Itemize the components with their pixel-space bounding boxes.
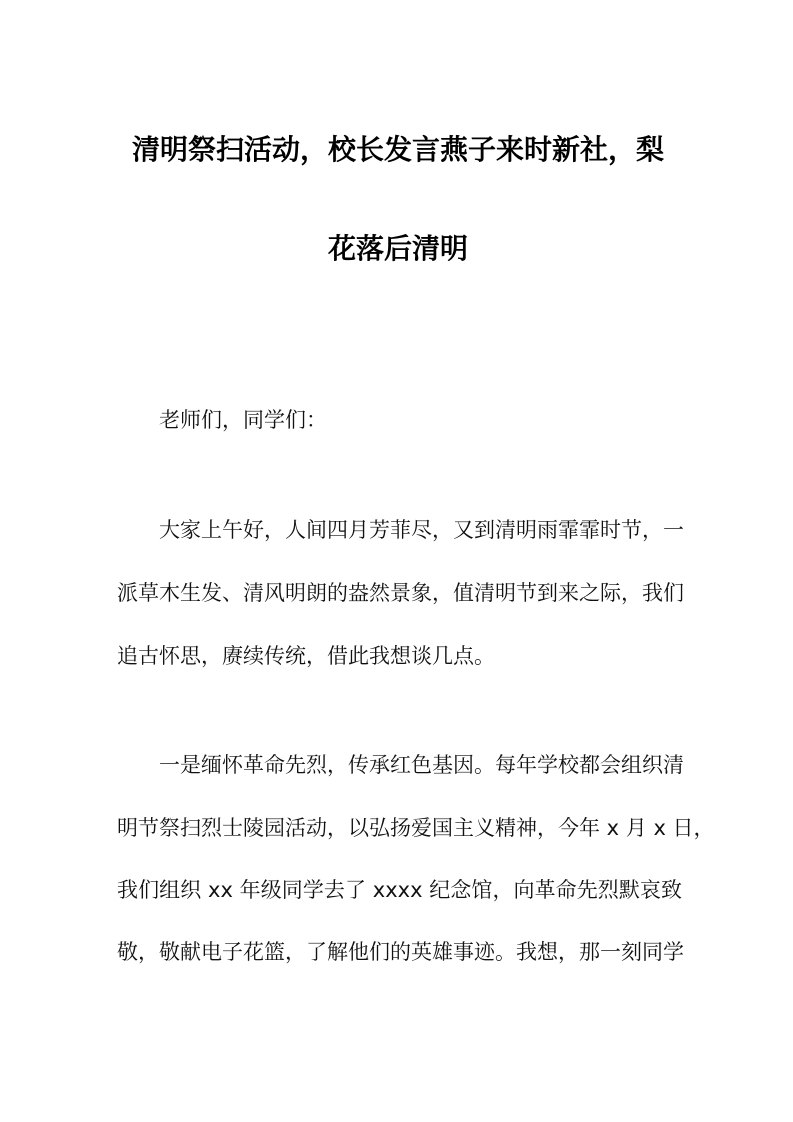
paragraph-1-line-3: 追古怀思，赓续传统，借此我想谈几点。 [117, 644, 495, 668]
paragraph-2-line-3: 我们组织 xx 年级同学去了 xxxx 纪念馆，向革命先烈默哀致 [117, 878, 682, 902]
paragraph-1-line-1: 大家上午好，人间四月芳菲尽，又到清明雨霏霏时节，一 [159, 518, 684, 542]
paragraph-2-line-1: 一是缅怀革命先烈，传承红色基因。每年学校都会组织清 [159, 753, 684, 777]
paragraph-2-line-4: 敬，敬献电子花篮，了解他们的英雄事迹。我想，那一刻同学 [117, 940, 684, 964]
paragraph-1-line-2: 派草木生发、清风明朗的盎然景象，值清明节到来之际，我们 [117, 581, 684, 605]
paragraph-2-line-2: 明节祭扫烈士陵园活动，以弘扬爱国主义精神，今年 x 月 x 日， [117, 816, 715, 840]
document-title-line-1: 清明祭扫活动，校长发言燕子来时新社，梨 [131, 133, 664, 166]
document-title-line-2: 花落后清明 [327, 232, 468, 265]
salutation: 老师们，同学们： [159, 408, 327, 432]
